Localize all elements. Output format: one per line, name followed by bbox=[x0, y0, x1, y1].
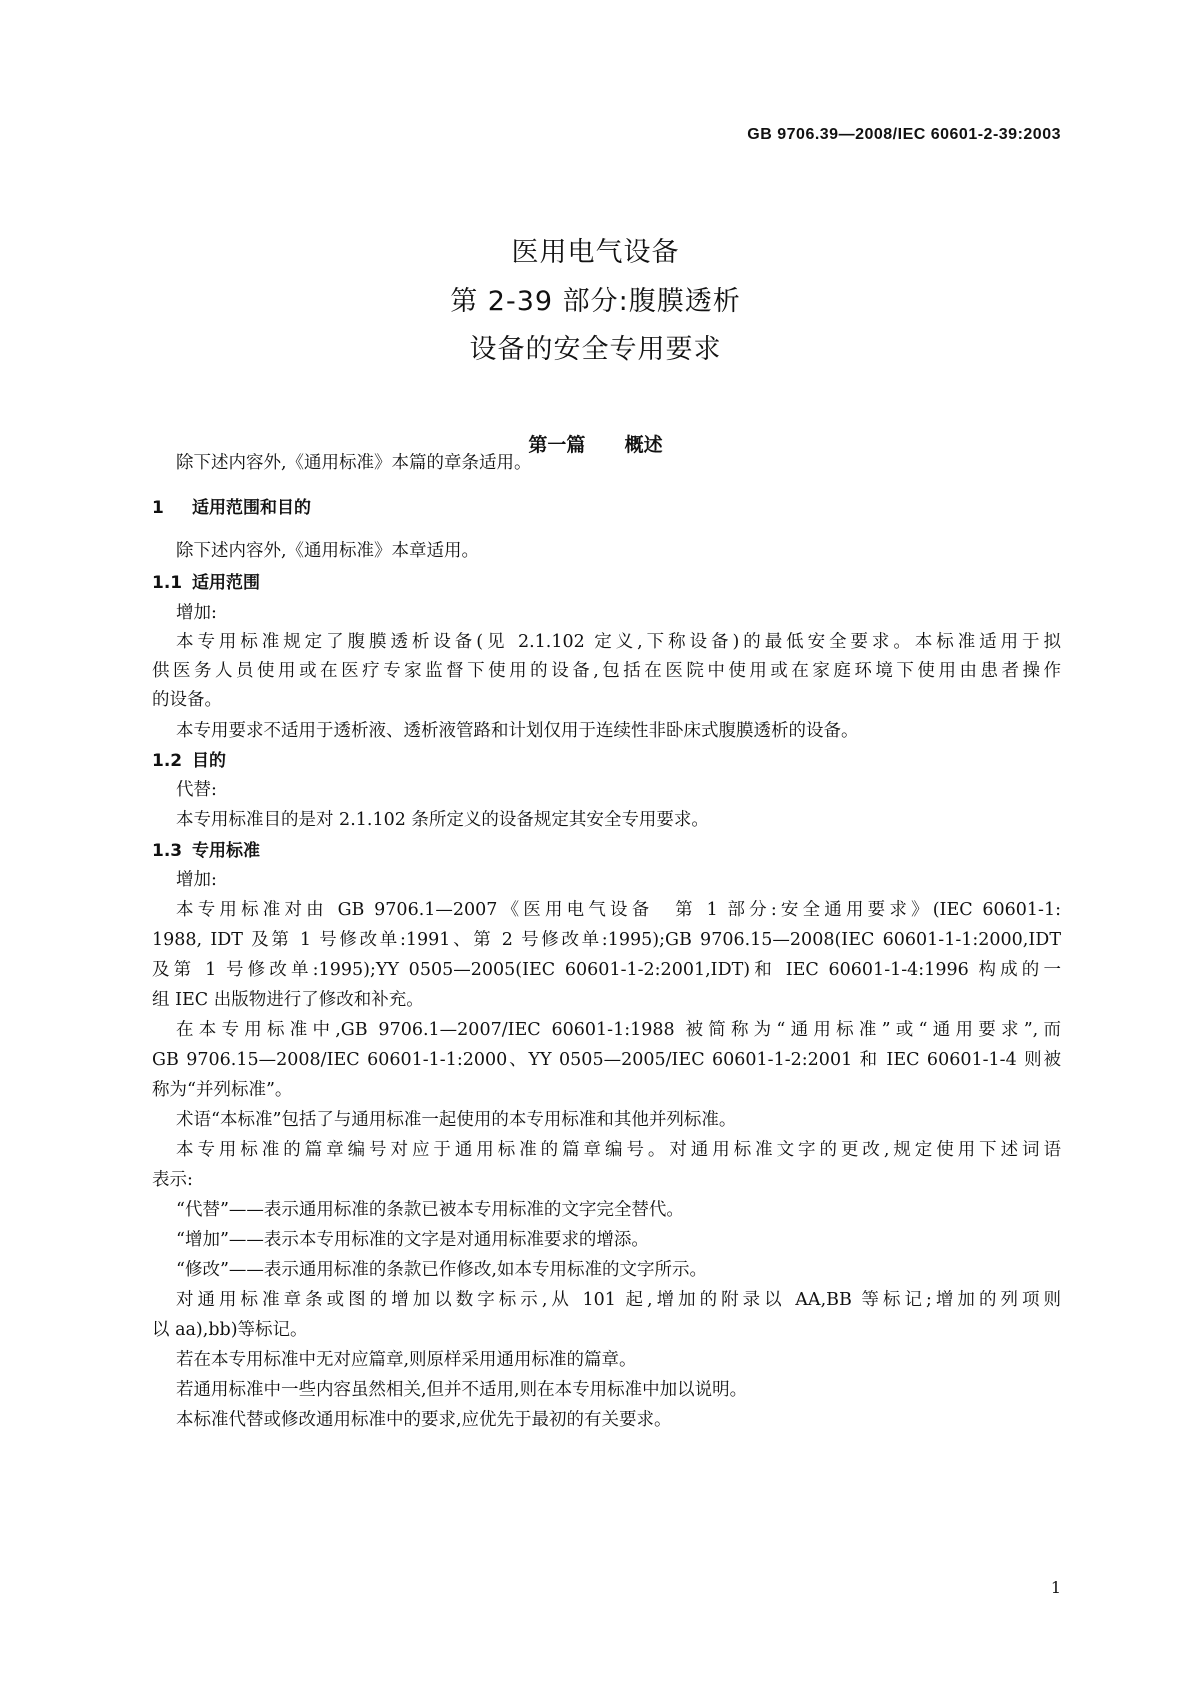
section-1-3-heading: 1.3 专用标准 bbox=[152, 841, 260, 861]
title-line-1: 医用电气设备 bbox=[511, 237, 680, 268]
section-1-2-replace: 代替: bbox=[176, 780, 217, 800]
section-1-3-add: 增加: bbox=[176, 870, 217, 890]
intro-text: 除下述内容外,《通用标准》本篇的章条适用。 bbox=[176, 453, 532, 473]
section-1-1-add: 增加: bbox=[176, 603, 217, 623]
paragraph-line: 本专用标准目的是对 2.1.102 条所定义的设备规定其安全专用要求。 bbox=[176, 810, 709, 830]
definition-add: “增加”——表示本专用标准的文字是对通用标准要求的增添。 bbox=[176, 1230, 649, 1250]
part-number: 第一篇 bbox=[528, 434, 586, 456]
paragraph-line: 以 aa),bb)等标记。 bbox=[152, 1320, 308, 1340]
paragraph-line: 若通用标准中一些内容虽然相关,但并不适用,则在本专用标准中加以说明。 bbox=[176, 1380, 748, 1400]
part-name: 概述 bbox=[624, 434, 663, 456]
title-line-3: 设备的安全专用要求 bbox=[469, 334, 722, 365]
title-line-2: 第 2-39 部分:腹膜透析 bbox=[450, 286, 741, 317]
paragraph-line: 1988, IDT 及第 1 号修改单:1991、第 2 号修改单:1995);GB 9706.15—2008(IEC 60601-1-1:2000,IDT bbox=[152, 930, 1061, 950]
definition-modify: “修改”——表示通用标准的条款已作修改,如本专用标准的文字所示。 bbox=[176, 1260, 707, 1280]
paragraph-line: 术语“本标准”包括了与通用标准一起使用的本专用标准和其他并列标准。 bbox=[176, 1110, 737, 1130]
section-1-text: 除下述内容外,《通用标准》本章适用。 bbox=[176, 541, 480, 561]
page-number: 1 bbox=[1050, 1578, 1061, 1597]
paragraph-line: 表示: bbox=[152, 1170, 193, 1190]
paragraph-line: 本专用标准对由 GB 9706.1—2007《医用电气设备 第 1 部分:安全通用要求》(IEC 60601-1: bbox=[176, 900, 1061, 920]
paragraph-line: 若在本专用标准中无对应篇章,则原样采用通用标准的篇章。 bbox=[176, 1350, 637, 1370]
standard-code: GB 9706.39—2008/IEC 60601-2-39:2003 bbox=[747, 126, 1061, 143]
paragraph-line: 供医务人员使用或在医疗专家监督下使用的设备,包括在医院中使用或在家庭环境下使用由患者操作 bbox=[152, 661, 1061, 681]
paragraph-line: 本专用标准规定了腹膜透析设备(见 2.1.102 定义,下称设备)的最低安全要求。本标准适用于拟 bbox=[176, 632, 1061, 652]
paragraph-line: 本专用标准的篇章编号对应于通用标准的篇章编号。对通用标准文字的更改,规定使用下述词语 bbox=[176, 1140, 1061, 1160]
paragraph-line: 在本专用标准中,GB 9706.1—2007/IEC 60601-1:1988 被简称为“通用标准”或“通用要求”,而 bbox=[176, 1020, 1061, 1040]
paragraph-line: 本标准代替或修改通用标准中的要求,应优先于最初的有关要求。 bbox=[176, 1410, 672, 1430]
paragraph-line: 组 IEC 出版物进行了修改和补充。 bbox=[152, 990, 424, 1010]
paragraph-line: 称为“并列标准”。 bbox=[152, 1080, 293, 1100]
paragraph-line: 及第 1 号修改单:1995);YY 0505—2005(IEC 60601-1-2:2001,IDT)和 IEC 60601-1-4:1996 构成的一 bbox=[152, 960, 1061, 980]
section-1-heading: 1 适用范围和目的 bbox=[152, 498, 311, 518]
paragraph-line: 的设备。 bbox=[152, 690, 222, 710]
section-1-1-heading: 1.1 适用范围 bbox=[152, 573, 260, 593]
definition-replace: “代替”——表示通用标准的条款已被本专用标准的文字完全替代。 bbox=[176, 1200, 684, 1220]
paragraph-line: 对通用标准章条或图的增加以数字标示,从 101 起,增加的附录以 AA,BB 等标记;增加的列项则 bbox=[176, 1290, 1061, 1310]
paragraph-line: GB 9706.15—2008/IEC 60601-1-1:2000、YY 0505—2005/IEC 60601-1-2:2001 和 IEC 60601-1-4 则被 bbox=[152, 1050, 1061, 1070]
paragraph-line: 本专用要求不适用于透析液、透析液管路和计划仅用于连续性非卧床式腹膜透析的设备。 bbox=[176, 721, 859, 741]
section-1-2-heading: 1.2 目的 bbox=[152, 751, 226, 771]
